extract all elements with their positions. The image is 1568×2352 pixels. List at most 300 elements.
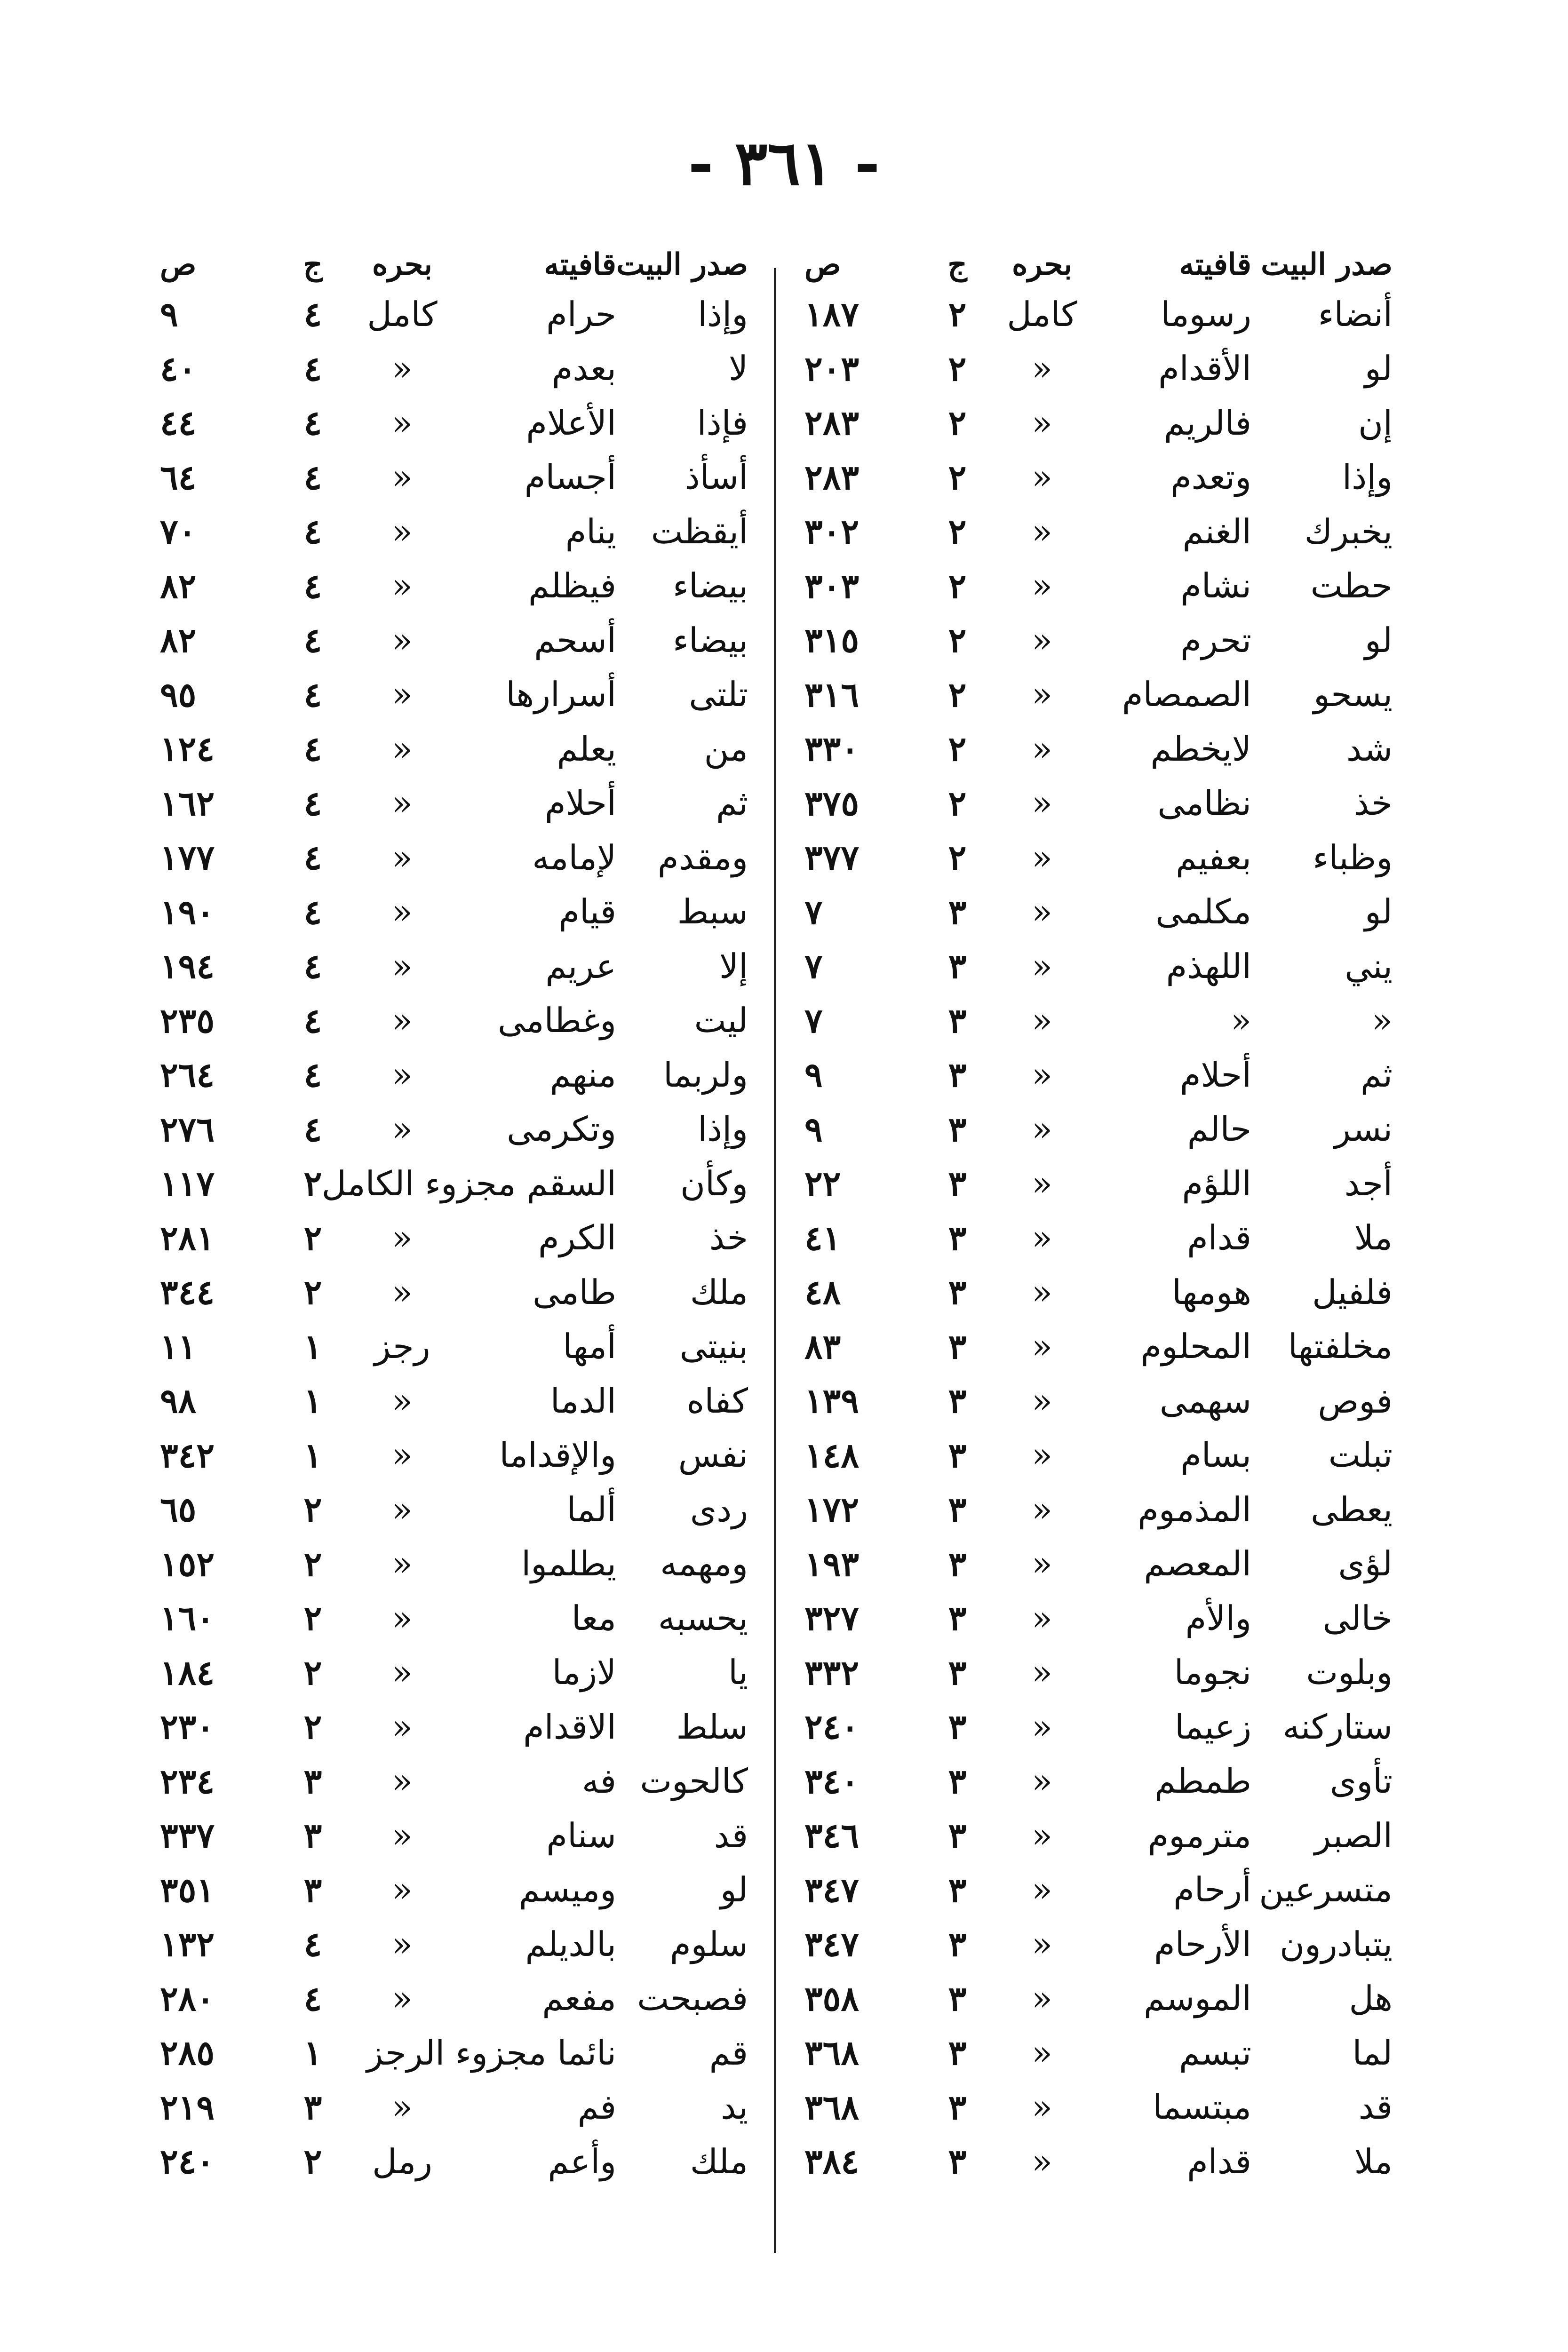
juz-cell: ٢ — [948, 783, 967, 823]
qafiya-cell: والأم — [1185, 1598, 1251, 1638]
juz-cell: ٣ — [948, 1381, 967, 1421]
bahr-cell: « — [391, 1544, 413, 1584]
bahr-cell: « — [391, 837, 413, 877]
safha-cell: ٩ — [160, 294, 178, 334]
juz-cell: ٣ — [948, 1217, 967, 1258]
sadr-cell: أنضاء — [1318, 294, 1393, 334]
table-row — [800, 1971, 1393, 2026]
table-row — [800, 1645, 1393, 1700]
qafiya-cell: ألما — [566, 1489, 616, 1529]
safha-cell: ٣٣٢ — [804, 1652, 860, 1692]
juz-cell: ٣ — [948, 2033, 967, 2073]
sadr-cell: حطت — [1310, 566, 1393, 606]
safha-cell: ٨٢ — [160, 565, 197, 606]
sadr-cell: سبط — [677, 892, 748, 932]
table-row — [800, 342, 1393, 396]
safha-cell: ١١ — [160, 1326, 197, 1367]
bahr-cell: « — [391, 1489, 413, 1529]
bahr-cell: « — [391, 892, 413, 932]
table-row — [155, 1265, 748, 1319]
qafiya-cell: أسحم — [534, 620, 616, 660]
safha-cell: ٢٨٣ — [804, 403, 860, 443]
safha-cell: ٣٠٣ — [804, 565, 860, 606]
juz-cell: ٤ — [303, 1055, 322, 1095]
sadr-cell: قم — [709, 2033, 748, 2073]
juz-cell: ٣ — [948, 1815, 967, 1856]
sadr-cell: ملا — [1354, 2141, 1393, 2181]
bahr-cell: « — [1031, 620, 1053, 660]
sadr-cell: ومهمه — [660, 1544, 748, 1584]
qafiya-cell: بعفيم — [1176, 837, 1251, 877]
juz-cell: ٤ — [303, 457, 322, 497]
juz-cell: ٣ — [948, 1489, 967, 1530]
table-row — [155, 1102, 748, 1157]
qafiya-cell: يطلموا — [521, 1544, 616, 1584]
page-number: - ٣٦١ - — [688, 127, 880, 199]
safha-cell: ٤١ — [804, 1217, 841, 1258]
bahr-cell: « — [1031, 1761, 1053, 1801]
juz-cell: ٣ — [948, 1000, 967, 1041]
table-row — [800, 993, 1393, 1048]
sadr-cell: كالحوت — [640, 1761, 748, 1801]
juz-cell: ٤ — [303, 1109, 322, 1149]
table-row — [800, 830, 1393, 885]
sadr-cell: وإذا — [698, 1109, 748, 1149]
qafiya-cell: رسوما — [1161, 294, 1251, 334]
table-row — [155, 396, 748, 450]
juz-cell: ٣ — [303, 1869, 322, 1910]
safha-cell: ١٣٢ — [160, 1924, 215, 1964]
juz-cell: ٢ — [948, 457, 967, 497]
table-row — [155, 993, 748, 1048]
qafiya-cell: وغطامى — [498, 1001, 616, 1041]
juz-cell: ٢ — [303, 1489, 322, 1530]
sadr-cell: الصبر — [1314, 1815, 1393, 1855]
juz-cell: ٣ — [948, 1707, 967, 1747]
qafiya-cell: نجوما — [1174, 1653, 1251, 1692]
table-row — [155, 1700, 748, 1754]
bahr-cell: « — [1031, 1544, 1053, 1584]
juz-cell: ٢ — [303, 1652, 322, 1692]
qafiya-cell: وميسم — [518, 1870, 616, 1910]
juz-cell: ٢ — [303, 1217, 322, 1258]
safha-cell: ٤٤ — [160, 403, 197, 443]
juz-cell: ٤ — [303, 348, 322, 389]
bahr-cell: « — [1031, 1598, 1053, 1638]
sadr-cell: وظباء — [1313, 837, 1393, 877]
sadr-cell: لو — [720, 1870, 748, 1910]
header-bahr: بحره — [1012, 247, 1072, 282]
table-row — [800, 450, 1393, 505]
juz-cell: ٤ — [303, 674, 322, 715]
table-row — [155, 1319, 748, 1374]
bahr-cell: « — [391, 675, 413, 715]
safha-cell: ٣٧٥ — [804, 783, 860, 823]
sadr-cell: يعطى — [1311, 1489, 1393, 1529]
juz-cell: ٢ — [948, 674, 967, 715]
sadr-cell: خالى — [1322, 1598, 1393, 1638]
bahr-cell: « — [1031, 1924, 1053, 1964]
sadr-cell: يني — [1345, 946, 1393, 986]
sadr-cell: يخبرك — [1304, 511, 1393, 551]
qafiya-cell: هومها — [1172, 1272, 1251, 1312]
juz-cell: ٢ — [948, 294, 967, 334]
table-row — [800, 396, 1393, 450]
safha-cell: ٣٤٦ — [804, 1815, 860, 1856]
bahr-cell: « — [391, 1381, 413, 1421]
qafiya-cell: الأقدام — [1158, 349, 1251, 389]
bahr-cell: « — [391, 511, 413, 551]
qafiya-cell: حالم — [1187, 1109, 1251, 1149]
table-row — [155, 2134, 748, 2189]
juz-cell: ٢ — [948, 403, 967, 443]
sadr-cell: ملك — [690, 2141, 748, 2181]
safha-cell: ٢٣٠ — [160, 1707, 215, 1747]
bahr-cell: « — [1031, 729, 1053, 769]
sadr-cell: تبلت — [1328, 1435, 1393, 1475]
header-qafiya: قافيته — [1179, 247, 1251, 282]
safha-cell: ١٥٢ — [160, 1543, 215, 1584]
table-row — [155, 1971, 748, 2026]
bahr-cell: « — [391, 783, 413, 823]
juz-cell: ٣ — [948, 2087, 967, 2127]
bahr-cell: « — [1031, 1653, 1053, 1692]
safha-cell: ٣٠٢ — [804, 511, 860, 552]
bahr-cell: كامل — [1007, 294, 1077, 334]
juz-cell: ٤ — [303, 403, 322, 443]
bahr-cell: « — [391, 349, 413, 389]
juz-cell: ٤ — [303, 729, 322, 769]
table-row — [155, 885, 748, 939]
table-row — [155, 1156, 748, 1211]
safha-cell: ١٢٤ — [160, 729, 215, 769]
table-row — [155, 667, 748, 722]
qafiya-cell: سنام — [546, 1815, 616, 1855]
juz-cell: ٣ — [948, 1272, 967, 1312]
qafiya-cell: حرام — [546, 294, 616, 334]
juz-cell: ٣ — [948, 1652, 967, 1692]
safha-cell: ٢٤٠ — [160, 2141, 215, 2182]
juz-cell: ٤ — [303, 783, 322, 823]
bahr-cell: « — [391, 1870, 413, 1910]
header-sadr: صدر البيت — [616, 247, 748, 282]
qafiya-cell: أسرارها — [506, 675, 616, 715]
sadr-cell: لا — [728, 349, 748, 389]
sadr-cell: سلوم — [670, 1924, 748, 1964]
safha-cell: ٢٢ — [804, 1163, 841, 1204]
safha-cell: ٧٠ — [160, 511, 197, 552]
qafiya-cell: بالديلم — [525, 1924, 616, 1964]
qafiya-cell: أمها — [563, 1327, 616, 1367]
index-table-right — [800, 242, 1393, 2189]
qafiya-cell: يعلم — [557, 729, 616, 769]
sadr-cell: أجد — [1344, 1163, 1393, 1203]
qafiya-cell: تبسم — [1179, 2033, 1251, 2073]
juz-cell: ٣ — [948, 1598, 967, 1638]
juz-cell: ٤ — [303, 1000, 322, 1041]
juz-cell: ٤ — [303, 565, 322, 606]
qafiya-cell: بسام — [1180, 1435, 1251, 1475]
juz-cell: ٣ — [948, 1163, 967, 1204]
sadr-cell: ثم — [1361, 1055, 1393, 1095]
table-row — [800, 1156, 1393, 1211]
sadr-cell: لما — [1352, 2033, 1393, 2073]
sadr-cell: بيضاء — [673, 620, 748, 660]
qafiya-cell: لإمامه — [532, 837, 616, 877]
table-row — [155, 342, 748, 396]
safha-cell: ٩٨ — [160, 1381, 197, 1421]
bahr-cell: « — [1031, 1979, 1053, 2018]
juz-cell: ٣ — [948, 1869, 967, 1910]
bahr-cell: « — [1031, 511, 1053, 551]
safha-cell: ١٤٨ — [804, 1435, 860, 1475]
bahr-cell: « — [1031, 1055, 1053, 1095]
qafiya-cell: لازما — [552, 1653, 616, 1692]
table-row — [800, 1102, 1393, 1157]
juz-cell: ٣ — [948, 891, 967, 932]
safha-cell: ١٩٣ — [804, 1543, 860, 1584]
table-row — [800, 939, 1393, 993]
juz-cell: ٢ — [303, 2141, 322, 2182]
qafiya-cell: نائما مجزوء الرجز — [366, 2033, 616, 2073]
juz-cell: ٢ — [948, 511, 967, 552]
juz-cell: ٤ — [303, 294, 322, 334]
sadr-cell: خذ — [709, 1218, 748, 1258]
sadr-cell: أسأذ — [685, 457, 748, 497]
juz-cell: ٣ — [948, 1435, 967, 1475]
juz-cell: ٤ — [303, 837, 322, 878]
qafiya-cell: مكلمى — [1155, 892, 1251, 932]
table-row — [155, 722, 748, 776]
safha-cell: ٩٥ — [160, 674, 197, 715]
sadr-cell: ليت — [694, 1001, 748, 1041]
bahr-cell: « — [1031, 783, 1053, 823]
table-row — [800, 1265, 1393, 1319]
safha-cell: ٢٣٥ — [160, 1000, 215, 1041]
sadr-cell: ملا — [1354, 1218, 1393, 1258]
header-sadr: صدر البيت — [1261, 247, 1393, 282]
header-qafiya: قافيته — [544, 247, 616, 282]
sadr-cell: ردى — [690, 1489, 748, 1529]
juz-cell: ١ — [303, 1326, 322, 1367]
bahr-cell: « — [391, 2087, 413, 2127]
safha-cell: ٣٧٧ — [804, 837, 860, 878]
safha-cell: ١١٧ — [160, 1163, 215, 1204]
safha-cell: ٢٣٤ — [160, 1761, 215, 1801]
qafiya-cell: نظامى — [1157, 783, 1251, 823]
table-row — [800, 504, 1393, 559]
sadr-cell: متسرعين — [1259, 1870, 1393, 1910]
header-juz: ج — [947, 247, 967, 282]
safha-cell: ٣٥٨ — [804, 1978, 860, 2018]
juz-cell: ٣ — [948, 946, 967, 986]
bahr-cell: « — [1031, 566, 1053, 606]
sadr-cell: مخلفتها — [1288, 1327, 1393, 1367]
table-row — [800, 667, 1393, 722]
bahr-cell: « — [1031, 2033, 1053, 2073]
table-row — [155, 559, 748, 613]
safha-cell: ٤٠ — [160, 348, 197, 389]
qafiya-cell: زعيما — [1174, 1707, 1251, 1747]
sadr-cell: نسر — [1334, 1109, 1393, 1149]
juz-cell: ٢ — [303, 1543, 322, 1584]
table-row — [155, 1482, 748, 1537]
bahr-cell: « — [1031, 675, 1053, 715]
bahr-cell: « — [391, 1598, 413, 1638]
sadr-cell: وإذا — [698, 294, 748, 334]
qafiya-cell: الكرم — [538, 1218, 616, 1258]
table-row — [155, 287, 748, 342]
bahr-cell: « — [391, 1761, 413, 1801]
qafiya-cell: الأرحام — [1154, 1924, 1251, 1964]
sadr-cell: ملك — [690, 1272, 748, 1312]
table-row — [155, 776, 748, 831]
table-body — [155, 287, 748, 2189]
table-row — [155, 1645, 748, 1700]
qafiya-cell: تحرم — [1180, 620, 1251, 660]
sadr-cell: كفاه — [686, 1381, 748, 1421]
safha-cell: ٣٨٤ — [804, 2141, 860, 2182]
table-row — [800, 287, 1393, 342]
juz-cell: ١ — [303, 1381, 322, 1421]
sadr-cell: تأوى — [1329, 1761, 1393, 1801]
juz-cell: ٣ — [303, 2087, 322, 2127]
safha-cell: ٢٦٤ — [160, 1055, 215, 1095]
safha-cell: ٣٤٠ — [804, 1761, 860, 1801]
bahr-cell: « — [391, 1653, 413, 1692]
safha-cell: ٣٥١ — [160, 1869, 215, 1910]
qafiya-cell: المذموم — [1138, 1489, 1251, 1529]
table-row — [800, 1374, 1393, 1428]
qafiya-cell: نشام — [1180, 566, 1251, 606]
juz-cell: ٣ — [948, 1055, 967, 1095]
sadr-cell: ومقدم — [657, 837, 748, 877]
bahr-cell: « — [1031, 1218, 1053, 1258]
bahr-cell: « — [391, 403, 413, 443]
safha-cell: ١٨٤ — [160, 1652, 215, 1692]
table-row — [800, 1482, 1393, 1537]
safha-cell: ٣٣٠ — [804, 729, 860, 769]
table-row — [155, 1591, 748, 1645]
bahr-cell: « — [391, 1109, 413, 1149]
qafiya-cell: السقم مجزوء الكامل — [321, 1163, 616, 1203]
qafiya-cell: فيظلم — [528, 566, 616, 606]
qafiya-cell: فالريم — [1164, 403, 1251, 443]
table-row — [155, 830, 748, 885]
bahr-cell: « — [391, 457, 413, 497]
qafiya-cell: اللهذم — [1166, 946, 1251, 986]
sadr-cell: بيضاء — [673, 566, 748, 606]
safha-cell: ٨٢ — [160, 620, 197, 660]
table-row — [800, 722, 1393, 776]
safha-cell: ١٧٧ — [160, 837, 215, 878]
header-safha: ص — [804, 247, 841, 282]
table-row — [155, 1808, 748, 1863]
table-row — [800, 1048, 1393, 1102]
safha-cell: ١٩٤ — [160, 946, 215, 986]
bahr-cell: « — [391, 1272, 413, 1312]
qafiya-cell: بعدم — [551, 349, 616, 389]
sadr-cell: يسحو — [1313, 675, 1393, 715]
bahr-cell: « — [1031, 837, 1053, 877]
index-table-left — [155, 242, 748, 2189]
sadr-cell: من — [704, 729, 748, 769]
table-header — [155, 242, 748, 287]
juz-cell: ٢ — [303, 1272, 322, 1312]
bahr-cell: « — [1031, 1109, 1053, 1149]
sadr-cell: فلفيل — [1312, 1272, 1393, 1312]
sadr-cell: وكأن — [680, 1163, 748, 1203]
juz-cell: ٣ — [303, 1761, 322, 1801]
bahr-cell: « — [1031, 1163, 1053, 1203]
juz-cell: ١ — [303, 2033, 322, 2073]
sadr-cell: فوص — [1318, 1381, 1393, 1421]
sadr-cell: تلتى — [689, 675, 748, 715]
safha-cell: ٢٠٣ — [804, 348, 860, 389]
bahr-cell: « — [391, 620, 413, 660]
qafiya-cell: منهم — [549, 1055, 616, 1095]
juz-cell: ٢ — [948, 565, 967, 606]
header-bahr: بحره — [372, 247, 432, 282]
qafiya-cell: مترموم — [1147, 1815, 1251, 1855]
safha-cell: ٦٥ — [160, 1489, 197, 1530]
table-row — [800, 1754, 1393, 1809]
qafiya-cell: طمطم — [1154, 1761, 1251, 1801]
juz-cell: ٤ — [303, 946, 322, 986]
safha-cell: ٩ — [804, 1109, 823, 1149]
sadr-cell: فإذا — [697, 403, 748, 443]
qafiya-cell: ينام — [565, 511, 616, 551]
juz-cell: ٣ — [948, 1326, 967, 1367]
sadr-cell: « — [1371, 1001, 1393, 1041]
table-row — [800, 2080, 1393, 2135]
juz-cell: ٤ — [303, 1924, 322, 1964]
qafiya-cell: قيام — [558, 892, 616, 932]
bahr-cell: « — [1031, 946, 1053, 986]
safha-cell: ٣٤٧ — [804, 1924, 860, 1964]
juz-cell: ٣ — [948, 1978, 967, 2018]
sadr-cell: خذ — [1353, 783, 1393, 823]
qafiya-cell: أرحام — [1173, 1870, 1251, 1910]
bahr-cell: « — [1031, 1435, 1053, 1475]
qafiya-cell: مبتسما — [1153, 2087, 1251, 2127]
bahr-cell: « — [391, 1924, 413, 1964]
qafiya-cell: الأعلام — [526, 403, 616, 443]
bahr-cell: « — [1031, 349, 1053, 389]
juz-cell: ٣ — [948, 2141, 967, 2182]
safha-cell: ٧ — [804, 946, 823, 986]
qafiya-cell: المحلوم — [1140, 1327, 1251, 1367]
juz-cell: ٢ — [303, 1707, 322, 1747]
table-row — [800, 613, 1393, 667]
table-row — [155, 1374, 748, 1428]
table-row — [800, 1537, 1393, 1591]
safha-cell: ٣٦٨ — [804, 2087, 860, 2127]
table-row — [155, 2026, 748, 2080]
column-divider — [774, 268, 776, 2253]
safha-cell: ١٣٩ — [804, 1381, 860, 1421]
juz-cell: ٤ — [303, 511, 322, 552]
safha-cell: ٣٤٧ — [804, 1869, 860, 1910]
table-row — [800, 1211, 1393, 1265]
safha-cell: ٦٤ — [160, 457, 197, 497]
sadr-cell: وإذا — [1342, 457, 1393, 497]
safha-cell: ٣٤٤ — [160, 1272, 215, 1312]
qafiya-cell: الغنم — [1182, 511, 1251, 551]
bahr-cell: « — [391, 566, 413, 606]
table-row — [800, 2134, 1393, 2189]
safha-cell: ١٧٢ — [804, 1489, 860, 1530]
